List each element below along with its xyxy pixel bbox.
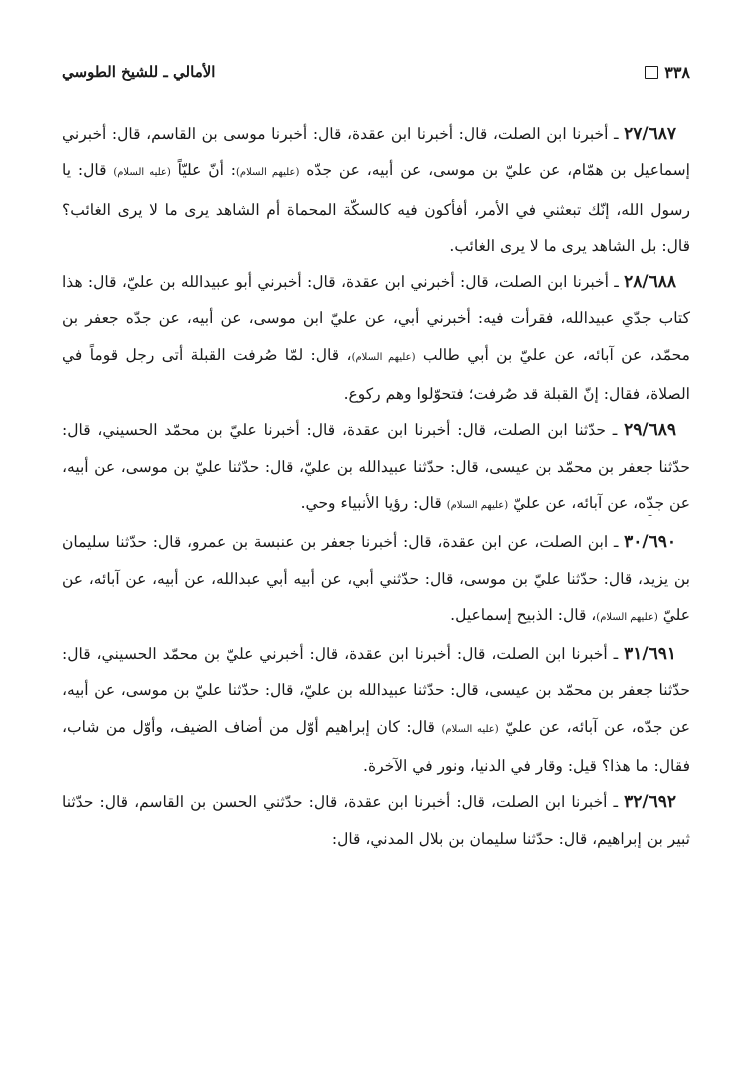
page-number-text: ٣٣٨	[664, 62, 690, 82]
hadith-paragraph	[62, 784, 690, 857]
hadith-paragraph	[62, 636, 690, 784]
honorific: (عليهم السلام)	[236, 167, 300, 179]
honorific: (عليهم السلام)	[596, 611, 658, 623]
hadith-number: ٣١/٦٩١	[624, 644, 676, 665]
hadith-number: ٢٩/٦٨٩	[624, 420, 676, 441]
hadith-text: : أنّ عليّاً	[177, 161, 236, 180]
hadith-text: قال: كان إبراهيم أوّل من أضاف الضيف، وأوّل من شاب، فقال: ما هذا؟ قيل: وقار في الدنيا، ونور في الآخرة.	[62, 717, 690, 776]
running-head	[62, 56, 690, 88]
honorific: (عليه السلام)	[113, 167, 171, 179]
hadith-number: ٢٧/٦٨٧	[624, 124, 676, 144]
hadith-text: ـ أخبرنا ابن الصلت، قال: أخبرنا ابن عقدة، قال: حدّثني الحسن بن القاسم، قال: حدّثنا ثبير بن إبراهيم، قال: حدّثنا سليمان بن بلال المدني، قال:	[62, 793, 690, 848]
hadith-paragraph	[62, 116, 690, 264]
hadith-text: قال: يا رسول الله، إنّك تبعثني في الأمر، أفأكون فيه كالسكّة المحماة أم الشاهد يرى ما لا يرى الغائب؟ قال: بل الشاهد يرى ما لا يرى الغائب.	[62, 161, 690, 255]
page-number	[645, 63, 690, 82]
body-text	[62, 116, 690, 857]
hadith-text: قال: رؤيا الأنبياء وحي.	[300, 493, 442, 512]
hadith-text: ، قال: الذبيح إسماعيل.	[450, 605, 597, 624]
hadith-text: ـ أخبرنا ابن الصلت، قال: أخبرني ابن عقدة، قال: أخبرني أبو عبيدالله بن عليّ، قال: هذا كتاب جدّي عبيدالله، فقرأت فيه: أخبرني أبي، عن عليّ ابن موسى، عن أبيه، عن جدّه جعفر بن محمّد، عن آبائه، عن عليّ بن أبي طالب	[62, 273, 690, 364]
honorific: (عليهم السلام)	[446, 499, 509, 511]
hadith-paragraph	[62, 264, 690, 412]
margin-mark: -	[648, 508, 653, 522]
honorific: (عليهم السلام)	[351, 351, 416, 363]
honorific: (عليه السلام)	[441, 723, 499, 735]
book-title: الأمالي ـ للشيخ الطوسي	[62, 63, 216, 81]
hadith-paragraph	[62, 524, 690, 636]
square-icon	[645, 66, 658, 79]
hadith-paragraph	[62, 412, 690, 524]
hadith-text: ـ أخبرنا ابن الصلت، قال: أخبرنا ابن عقدة، قال: أخبرني عليّ بن محمّد الحسيني، قال: حدّثنا جعفر بن محمّد بن عيسى، قال: حدّثنا عبيدالله بن عليّ، قال: حدّثنا عليّ بن موسى، عن أبيه، عن جدّه، عن آبائه، عن عليّ	[62, 645, 690, 736]
hadith-number: ٣٠/٦٩٠	[624, 532, 676, 553]
hadith-text: ـ أخبرنا ابن الصلت، قال: أخبرنا ابن عقدة، قال: أخبرنا موسى بن القاسم، قال: أخبرني إسماعيل بن همّام، عن عليّ بن موسى، عن أبيه، عن جدّه	[62, 125, 690, 180]
hadith-number: ٢٨/٦٨٨	[624, 272, 676, 293]
hadith-number: ٣٢/٦٩٢	[624, 792, 676, 813]
hadith-text: ـ حدّثنا ابن الصلت، قال: أخبرنا ابن عقدة، قال: أخبرنا عليّ بن محمّد الحسيني، قال: حدّثنا جعفر بن محمّد بن عيسى، قال: حدّثنا عبيدالله بن عليّ، قال: حدّثنا عليّ بن موسى، عن أبيه، عن جدّه، عن آبائه، عن عليّ	[62, 421, 690, 512]
hadith-text: ـ ابن الصلت، عن ابن عقدة، قال: أخبرنا جعفر بن عنبسة بن عمرو، قال: حدّثنا سليمان بن يزيد، قال: حدّثنا عليّ بن موسى، قال: حدّثني أبي، عن أبيه أبي عبدالله، عن أبيه، عن آبائه، عن عليّ	[62, 533, 690, 624]
hadith-text: ، قال: لمّا صُرفت القبلة أتى رجل قوماً في الصلاة، فقال: إنّ القبلة قد صُرفت؛ فتحوّلوا وهم ركوع.	[62, 345, 690, 404]
